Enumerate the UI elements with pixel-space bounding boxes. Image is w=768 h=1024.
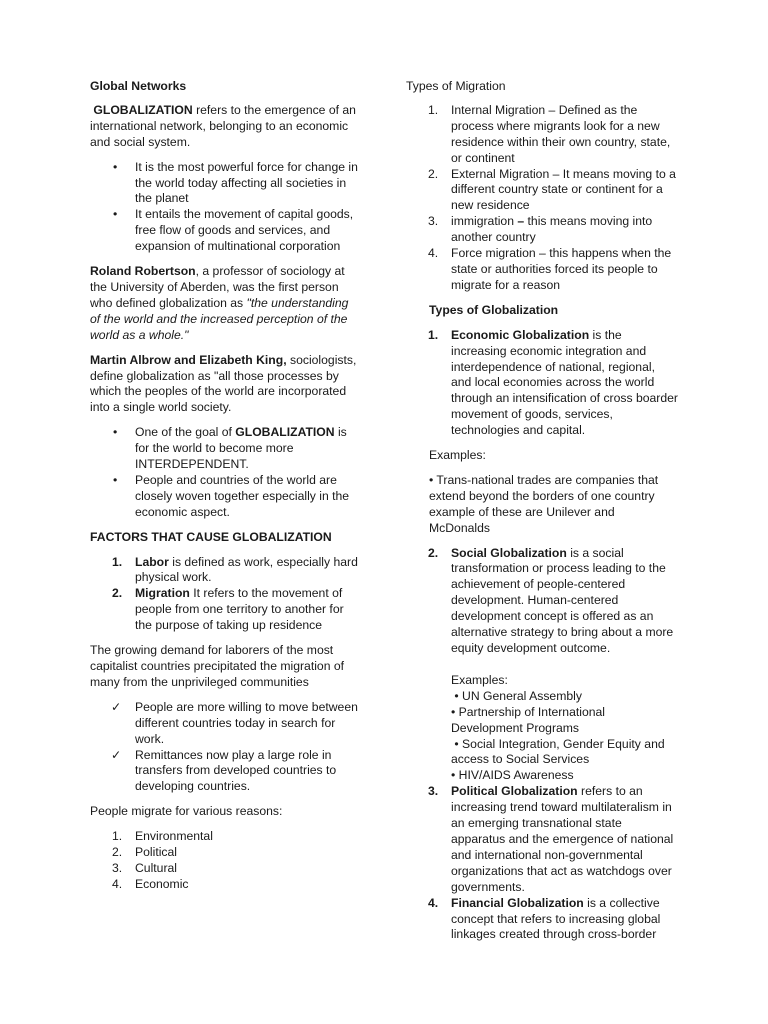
demand-paragraph: The growing demand for laborers of the most capitalist countries precipitated the migration of many from the unprivileged communities	[90, 643, 345, 689]
right-column	[406, 79, 678, 943]
reasons-intro: People migrate for various reasons:	[90, 804, 283, 819]
list-item: 3. Political Globalization refers to an increasing trend toward multilateralism in an emerging transnational state apparatus and the emergence of national and international non-governmental organizations that act as watchdogs over governments.	[428, 784, 674, 894]
migration-types-heading: Types of Migration	[406, 79, 506, 93]
list-item: 4. Economic	[112, 876, 189, 891]
bullet-icon: •	[113, 472, 118, 487]
factors-list	[90, 555, 360, 635]
list-item: 2. Social Globalization is a social transformation or process leading to the achievement of people-centered development. Human-centered development concept is offered as an alternative strategy to bring about a more equity development outcome. Examples: • UN General Assembly • Partnership of International Development Programs • Social Integration, Gender Equity and access to Social Services • HIV/AIDS Awareness	[406, 546, 678, 785]
list-item: • It is the most powerful force for change in the world today affecting all societies in the planet	[113, 159, 358, 206]
list-item: 3. Cultural	[112, 860, 177, 875]
social-example: • HIV/AIDS Awareness	[451, 768, 574, 783]
list-item: 1. Environmental	[112, 829, 213, 844]
list-item: • It entails the movement of capital goods, free flow of goods and services, and expansion of multinational corporation	[113, 207, 354, 254]
bullet-icon: •	[113, 159, 118, 174]
list-item: 1. Economic Globalization is the increasing economic integration and interdependence of national, regional, and local economies across the world through an intensification of cross boarder movement of goods, services, technologies and capital.	[428, 327, 678, 438]
social-example: • Partnership of International Development Programs	[451, 704, 605, 735]
checkmark-icon: ✓	[111, 699, 122, 714]
social-example: • UN General Assembly	[451, 688, 582, 703]
social-example: • Social Integration, Gender Equity and access to Social Services	[451, 736, 669, 767]
list-item: 2. Political	[112, 845, 177, 860]
economic-item	[406, 328, 678, 439]
examples-label: Examples:	[429, 448, 486, 463]
interdependence-bullets	[90, 425, 360, 520]
albrow-paragraph: Martin Albrow and Elizabeth King, sociologists, define globalization as "all those processes by which the peoples of the world are incorporated into a single world society.	[90, 352, 357, 415]
list-item: • One of the goal of GLOBALIZATION is for the world to become more INTERDEPENDENT.	[113, 425, 347, 472]
global-networks-heading: Global Networks	[90, 79, 187, 93]
robertson-paragraph: Roland Robertson, a professor of sociology at the University of Aberden, was the first person who defined globalization as "the understanding of the world and the increased perception of the world as a whole."	[90, 264, 349, 342]
globalization-term: GLOBALIZATION	[93, 102, 193, 117]
globalization-bullets	[90, 160, 360, 255]
transnational-example: • Trans-national trades are companies that extend beyond the borders of one country example of these are Unilever and McDonalds	[429, 472, 659, 535]
globalization-types-list	[406, 546, 678, 944]
bullet-icon: •	[113, 207, 118, 222]
globalization-intro-text: refers to the emergence of an international network, belonging to an economic and social system.	[90, 102, 356, 149]
list-item: 4. Force migration – this happens when the state or authorities forced its people to migrate for a reason	[428, 246, 672, 292]
list-item: ✓ Remittances now play a large role in transfers from developed countries to developing countries.	[111, 747, 337, 794]
social-examples-label: Examples:	[451, 672, 508, 687]
list-item: 3. immigration – this means moving into another country	[428, 214, 653, 245]
list-item: 1. Internal Migration – Defined as the process where migrants look for a new residence within their own country, state, or continent	[428, 102, 671, 165]
globalization-types-heading: Types of Globalization	[429, 302, 559, 317]
reasons-list	[90, 829, 360, 893]
list-item: 2. External Migration – It means moving to a different country state or continent for a new residence	[428, 166, 676, 213]
list-item: • People and countries of the world are closely woven together especially in the economic aspect.	[113, 472, 350, 519]
bullet-icon: •	[113, 425, 118, 440]
left-column	[90, 79, 360, 902]
checkmark-icon: ✓	[111, 747, 122, 762]
factors-heading: FACTORS THAT CAUSE GLOBALIZATION	[90, 529, 332, 544]
list-item: ✓ People are more willing to move between different countries today in search for work.	[111, 699, 358, 746]
migration-types-list	[406, 103, 678, 294]
migration-checklist	[90, 700, 360, 795]
list-item: 2. Migration It refers to the movement of people from one territory to another for the purpose of taking up residence	[112, 586, 344, 633]
globalization-intro	[90, 103, 360, 151]
list-item: 1. Labor is defined as work, especially hard physical work.	[112, 554, 358, 585]
list-item: 4. Financial Globalization is a collective concept that refers to increasing global linkages created through cross-border	[428, 895, 661, 942]
